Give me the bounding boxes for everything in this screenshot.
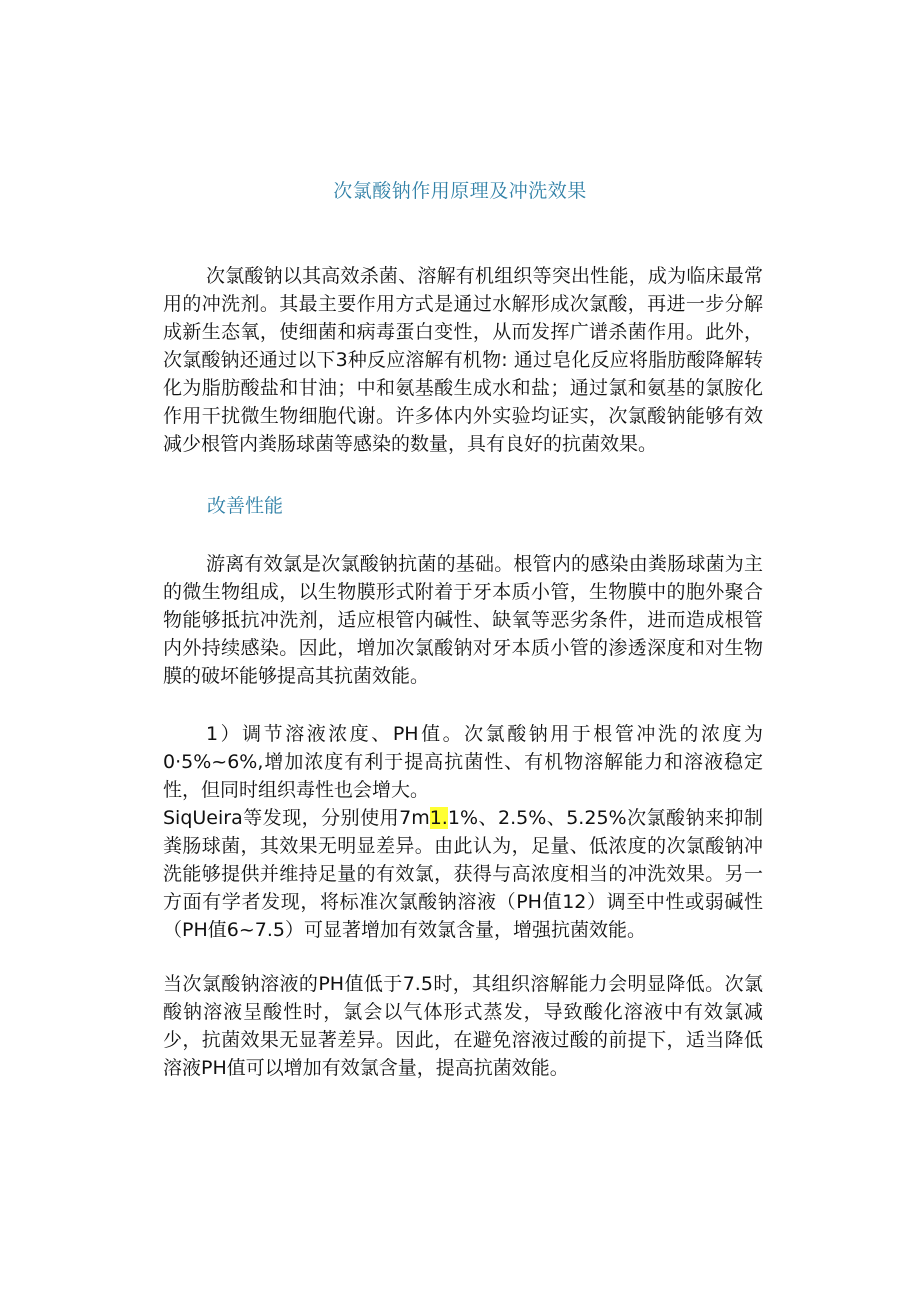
section-paragraph: 游离有效氯是次氯酸钠抗菌的基础。根管内的感染由粪肠球菌为主的微生物组成，以生物膜形式附着于牙本质小管，生物膜中的胞外聚合物能够抵抗冲洗剂，适应根管内碱性、缺氧等恶劣条件，进而造成根管内外持续感染。因此，增加次氯酸钠对牙本质小管的渗透深度和对生物膜的破坏能够提高其抗菌效能。: [163, 553, 763, 687]
siqueira-text-rest: 1%、2.5%、5.25%次氯酸钠来抑制粪肠球菌，其效果无明显差异。由此认为，足量、低浓度的次氯酸钠冲洗能够提供并维持足量的有效氯，获得与高浓度相当的冲洗效果。另一方面有学者发现，将标准次氯酸钠溶液（PH值12）调至中性或弱碱性（PH值6~7.5）可显著增加有效氯含量，增强抗菌效能。: [163, 807, 763, 941]
document-title: 次氯酸钠作用原理及冲洗效果: [333, 180, 587, 202]
point-1-paragraph: 1）调节溶液浓度、PH值。次氯酸钠用于根管冲洗的浓度为0·5%~6%,增加浓度有利于提高抗菌性、有机物溶解能力和溶液稳定性，但同时组织毒性也会增大。: [163, 723, 763, 801]
siqueira-text-start: SiqUeira等发现，分别使用7m: [163, 807, 430, 829]
ph-paragraph: 当次氯酸钠溶液的PH值低于7.5时，其组织溶解能力会明显降低。次氯酸钠溶液呈酸性时，氯会以气体形式蒸发，导致酸化溶液中有效氯减少，抗菌效果无显著差异。因此，在避免溶液过酸的前提下，适当降低溶液PH值可以增加有效氯含量，提高抗菌效能。: [163, 973, 763, 1079]
intro-paragraph: 次氯酸钠以其高效杀菌、溶解有机组织等突出性能，成为临床最常用的冲洗剂。其最主要作用方式是通过水解形成次氯酸，再进一步分解成新生态氧，使细菌和病毒蛋白变性，从而发挥广谱杀菌作用。此外，次氯酸钠还通过以下3种反应溶解有机物: 通过皂化反应将脂肪酸降解转化为脂肪酸盐和甘油；中和氨基酸生成水和盐；通过氯和氨基的氯胺化作用干扰微生物细胞代谢。许多体内外实验均证实，次氯酸钠能够有效减少根管内粪肠球菌等感染的数量，具有良好的抗菌效果。: [163, 265, 763, 455]
highlighted-text: 1.: [429, 807, 448, 829]
section-heading: 改善性能: [207, 495, 284, 517]
siqueira-paragraph: [163, 804, 763, 944]
